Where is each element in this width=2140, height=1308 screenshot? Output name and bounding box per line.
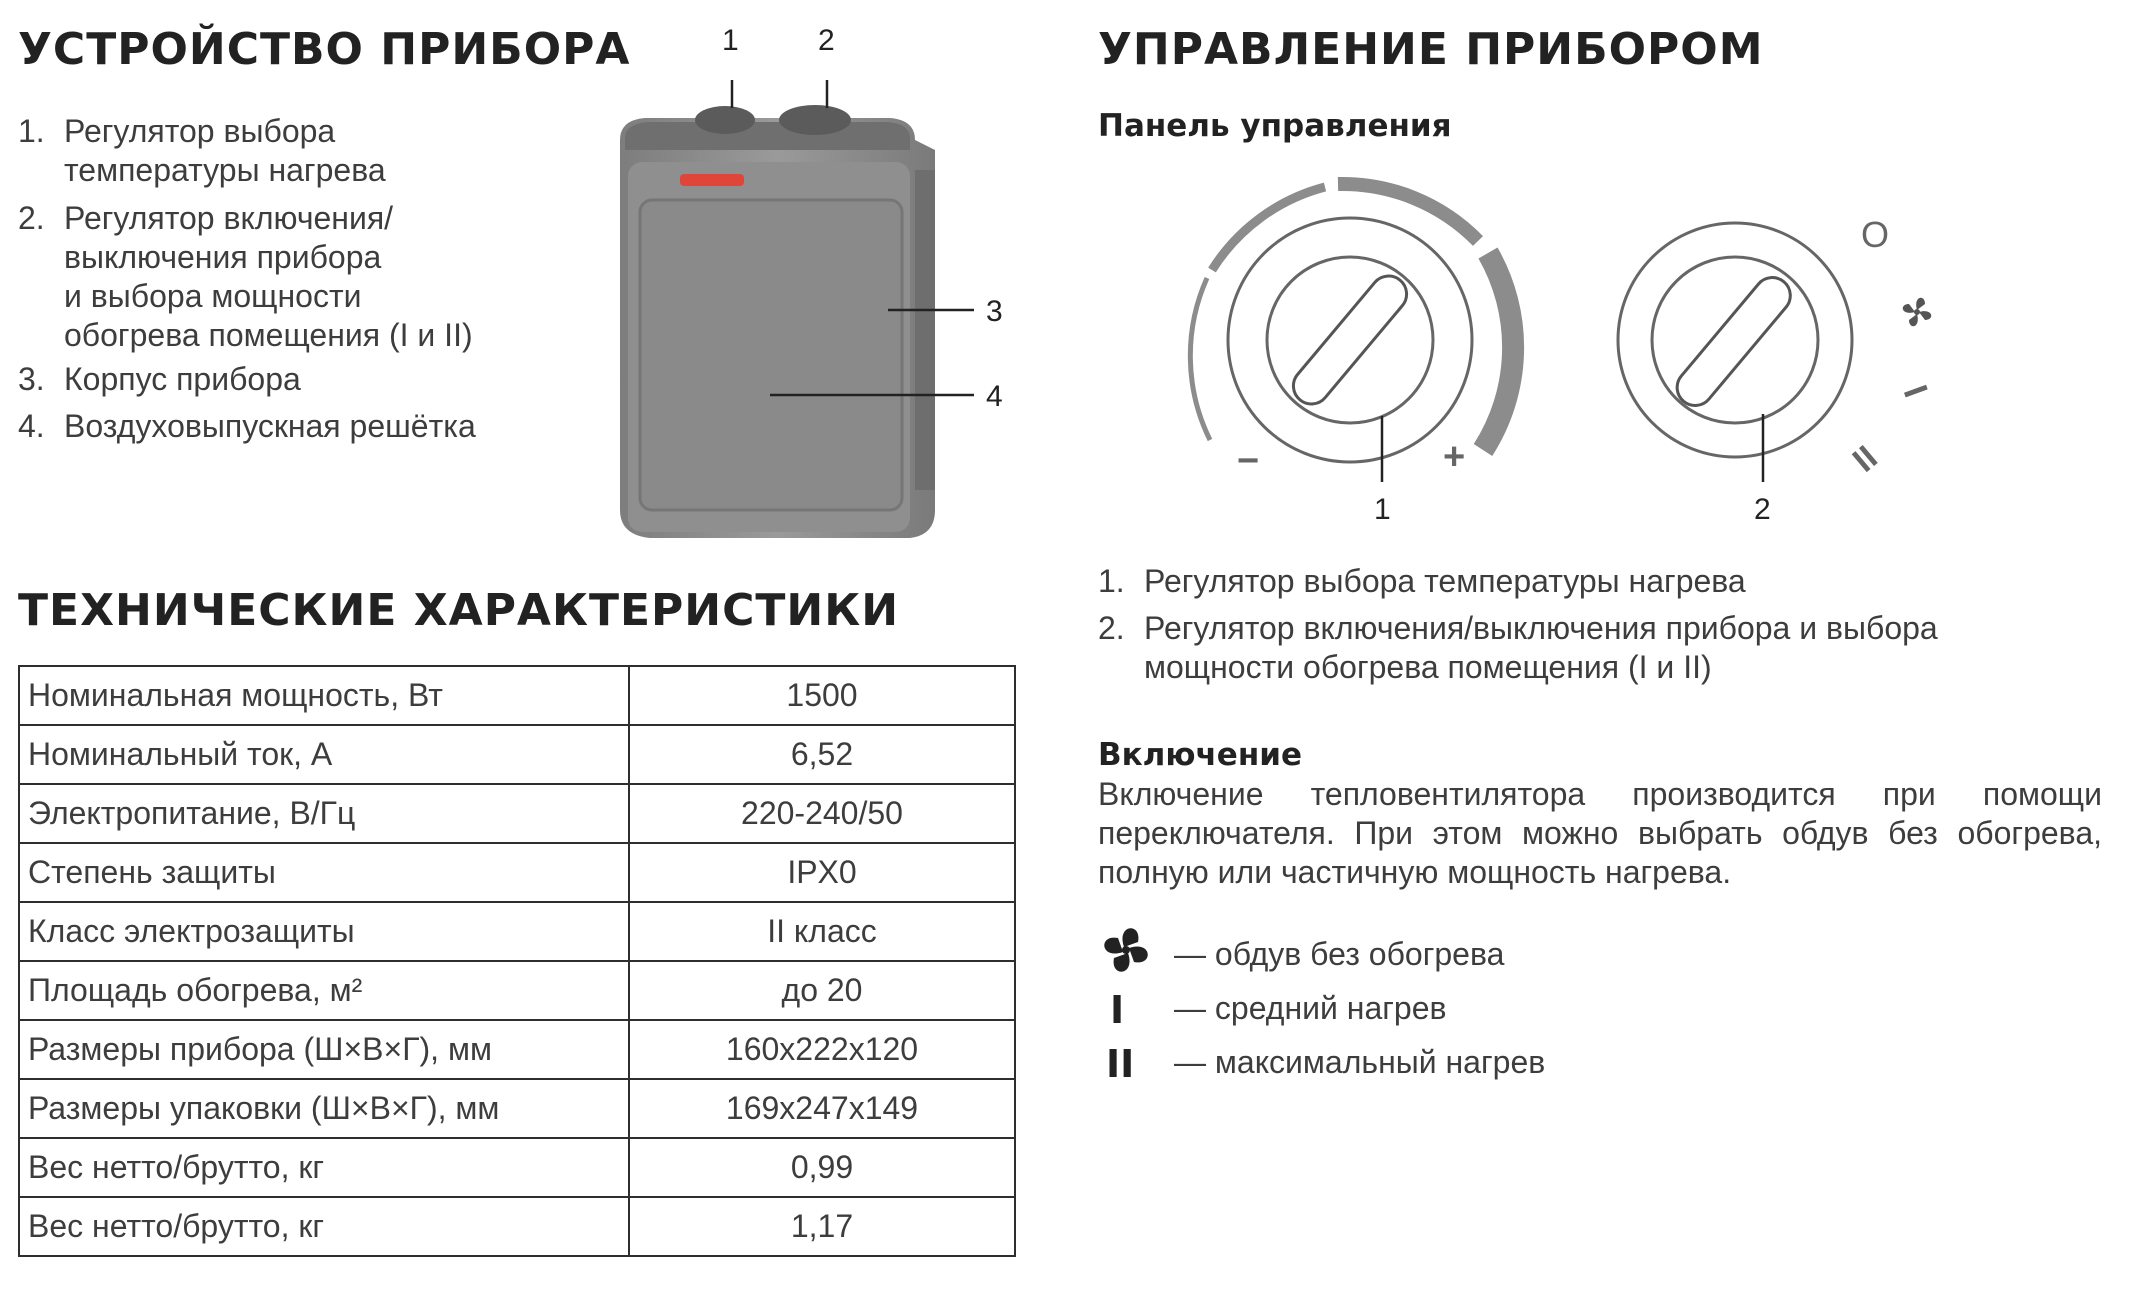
spec-value: IPX0 bbox=[629, 843, 1015, 902]
enable-title: Включение bbox=[1098, 737, 1302, 773]
panel-subtitle: Панель управления bbox=[1098, 108, 1452, 144]
legend-text: — обдув без обогрева bbox=[1174, 936, 1505, 972]
knob2-mode-one-mark: I bbox=[1895, 380, 1935, 403]
table-row bbox=[19, 1197, 1015, 1256]
spec-label: Размеры упаковки (Ш×В×Г), мм bbox=[19, 1079, 629, 1138]
list-text: обогрева помещения (I и II) bbox=[64, 317, 473, 353]
list-number: 1. bbox=[1098, 563, 1125, 599]
knob2-off-mark: O bbox=[1861, 214, 1890, 255]
table-row bbox=[19, 961, 1015, 1020]
specs-section-title: ТЕХНИЧЕСКИЕ ХАРАКТЕРИСТИКИ bbox=[18, 585, 900, 636]
enable-paragraph: Включение тепловентилятора производится при помощи переключателя. При этом можно выбрать обдув без обогрева, полную или частичную мощность нагрева. bbox=[1098, 776, 2102, 890]
list-number: 4. bbox=[18, 408, 45, 444]
fan-icon bbox=[1903, 298, 1932, 327]
power-indicator bbox=[680, 174, 744, 186]
list-text: выключения прибора bbox=[64, 239, 382, 275]
table-row bbox=[19, 843, 1015, 902]
spec-value: 1,17 bbox=[629, 1197, 1015, 1256]
spec-label: Степень защиты bbox=[19, 843, 629, 902]
spec-label: Номинальная мощность, Вт bbox=[19, 666, 629, 725]
spec-value: 169x247x149 bbox=[629, 1079, 1015, 1138]
knob1-plus: + bbox=[1443, 436, 1466, 478]
knob1-label: 1 bbox=[1374, 493, 1391, 526]
spec-value: до 20 bbox=[629, 961, 1015, 1020]
fan-icon bbox=[1098, 922, 1154, 978]
legend-row-fan bbox=[1098, 934, 1798, 978]
table-row bbox=[19, 902, 1015, 961]
list-text: Корпус прибора bbox=[64, 361, 301, 397]
list-number: 1. bbox=[18, 113, 45, 149]
legend-text: — средний нагрев bbox=[1174, 990, 1447, 1026]
power-mode-knob bbox=[1618, 223, 1852, 482]
heater-illustration bbox=[590, 80, 1010, 560]
device-section-title: УСТРОЙСТВО ПРИБОРА bbox=[18, 24, 631, 75]
mode-one-icon: I bbox=[1110, 988, 1125, 1032]
spec-table bbox=[18, 665, 1016, 1257]
spec-value: 160x222x120 bbox=[629, 1020, 1015, 1079]
spec-label: Вес нетто/брутто, кг bbox=[19, 1197, 629, 1256]
legend-row-mode-one bbox=[1098, 988, 1798, 1032]
table-row bbox=[19, 1079, 1015, 1138]
spec-value: II класс bbox=[629, 902, 1015, 961]
air-outlet-grille bbox=[640, 200, 902, 510]
list-text: Регулятор выбора bbox=[64, 113, 336, 149]
list-number: 2. bbox=[1098, 610, 1125, 646]
table-row bbox=[19, 1020, 1015, 1079]
callout-1: 1 bbox=[722, 24, 739, 57]
callout-4: 4 bbox=[986, 380, 1003, 413]
list-text: Регулятор включения/выключения прибора и выбора bbox=[1144, 610, 1938, 646]
spec-label: Размеры прибора (Ш×В×Г), мм bbox=[19, 1020, 629, 1079]
list-text: Регулятор включения/ bbox=[64, 200, 394, 236]
list-text: температуры нагрева bbox=[64, 152, 386, 188]
callout-2: 2 bbox=[818, 24, 835, 57]
knob-2-top bbox=[779, 105, 851, 135]
list-text: мощности обогрева помещения (I и II) bbox=[1144, 649, 1712, 685]
list-number: 3. bbox=[18, 361, 45, 397]
spec-label: Вес нетто/брутто, кг bbox=[19, 1138, 629, 1197]
legend-row-mode-two bbox=[1098, 1042, 1798, 1086]
knob-1-top bbox=[695, 106, 755, 134]
table-row bbox=[19, 1138, 1015, 1197]
spec-value: 0,99 bbox=[629, 1138, 1015, 1197]
spec-value: 6,52 bbox=[629, 725, 1015, 784]
table-row bbox=[19, 725, 1015, 784]
list-text: Регулятор выбора температуры нагрева bbox=[1144, 563, 1746, 599]
spec-label: Площадь обогрева, м² bbox=[19, 961, 629, 1020]
list-number: 2. bbox=[18, 200, 45, 236]
table-row bbox=[19, 666, 1015, 725]
knob2-mode-two-mark: II bbox=[1845, 438, 1885, 480]
spec-value: 220-240/50 bbox=[629, 784, 1015, 843]
callout-3: 3 bbox=[986, 295, 1003, 328]
table-row bbox=[19, 784, 1015, 843]
knob1-minus: − bbox=[1237, 440, 1260, 482]
spec-label: Класс электрозащиты bbox=[19, 902, 629, 961]
control-panel-diagram bbox=[1160, 170, 1960, 530]
spec-value: 1500 bbox=[629, 666, 1015, 725]
list-text: и выбора мощности bbox=[64, 278, 362, 314]
knob2-label: 2 bbox=[1754, 493, 1771, 526]
legend-text: — максимальный нагрев bbox=[1174, 1044, 1546, 1080]
spec-label: Номинальный ток, А bbox=[19, 725, 629, 784]
control-section-title: УПРАВЛЕНИЕ ПРИБОРОМ bbox=[1098, 24, 1764, 75]
mode-two-icon: II bbox=[1106, 1042, 1135, 1086]
list-text: Воздуховыпускная решётка bbox=[64, 408, 476, 444]
spec-label: Электропитание, В/Гц bbox=[19, 784, 629, 843]
